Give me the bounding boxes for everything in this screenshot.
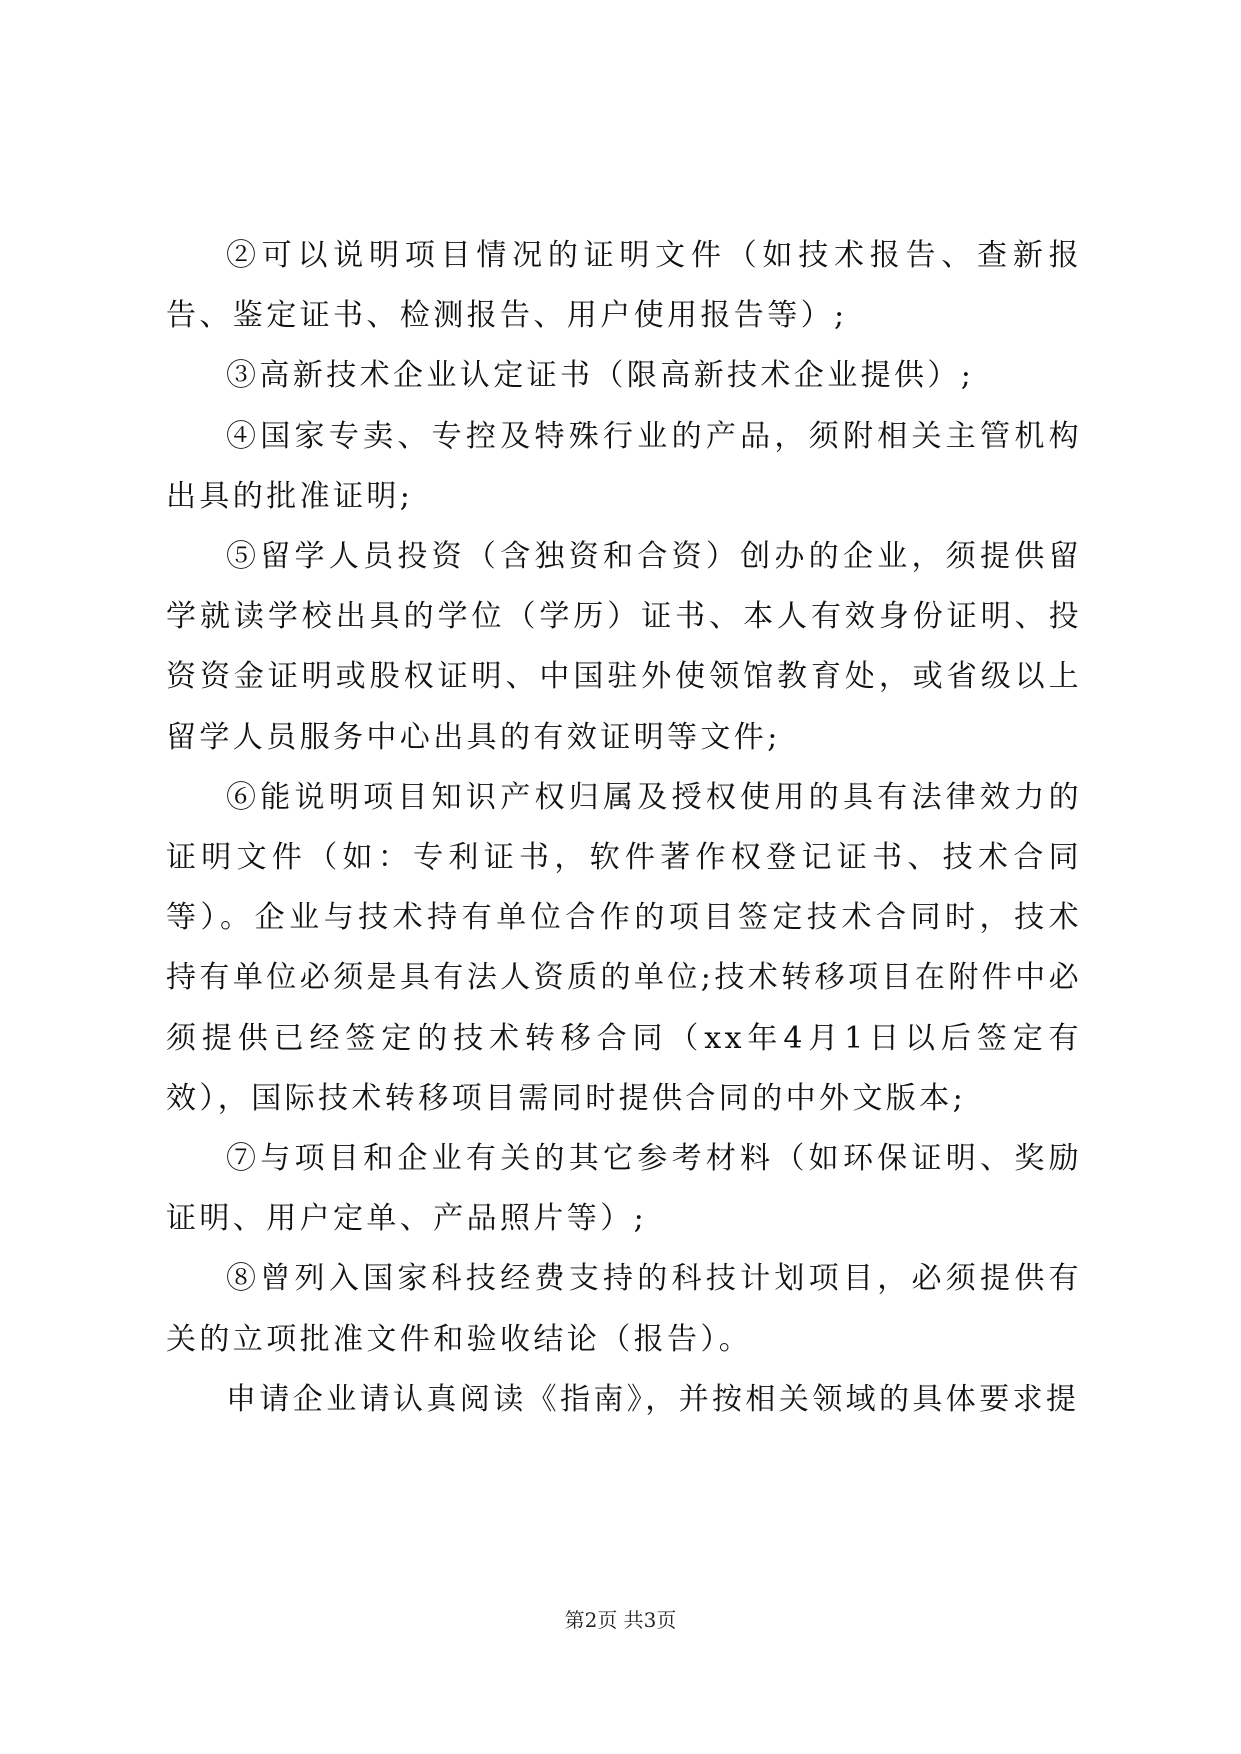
page-footer — [0, 1606, 1241, 1634]
paragraph-item-2: ②可以说明项目情况的证明文件（如技术报告、查新报告、鉴定证书、检测报告、用户使用报告等）; — [166, 238, 1082, 334]
paragraph-item-8: ⑧曾列入国家科技经费支持的科技计划项目，必须提供有关的立项批准文件和验收结论（报告）。 — [166, 1261, 1082, 1357]
page-number: 第2页 共3页 — [564, 1608, 677, 1632]
paragraph-item-3: ③高新技术企业认定证书（限高新技术企业提供）; — [226, 358, 975, 394]
paragraph-item-5: ⑤留学人员投资（含独资和合资）创办的企业，须提供留学就读学校出具的学位（学历）证书、本人有效身份证明、投资资金证明或股权证明、中国驻外使领馆教育处，或省级以上留学人员服务中心出具的有效证明等文件; — [166, 539, 1082, 755]
paragraph-item-7: ⑦与项目和企业有关的其它参考材料（如环保证明、奖励证明、用户定单、产品照片等）; — [166, 1141, 1082, 1237]
paragraph-item-4: ④国家专卖、专控及特殊行业的产品，须附相关主管机构出具的批准证明; — [166, 418, 1082, 514]
paragraph-item-6: ⑥能说明项目知识产权归属及授权使用的具有法律效力的证明文件（如：专利证书，软件著作权登记证书、技术合同等）。企业与技术持有单位合作的项目签定技术合同时，技术持有单位必须是具有法人资质的单位;技术转移项目在附件中必须提供已经签定的技术转移合同（xx年4月1日以后签定有效），国际技术转移项目需同时提供合同的中外文版本; — [166, 779, 1082, 1116]
document-body — [166, 226, 1082, 1430]
paragraph-application-note: 申请企业请认真阅读《指南》，并按相关领域的具体要求提 — [226, 1381, 1080, 1417]
